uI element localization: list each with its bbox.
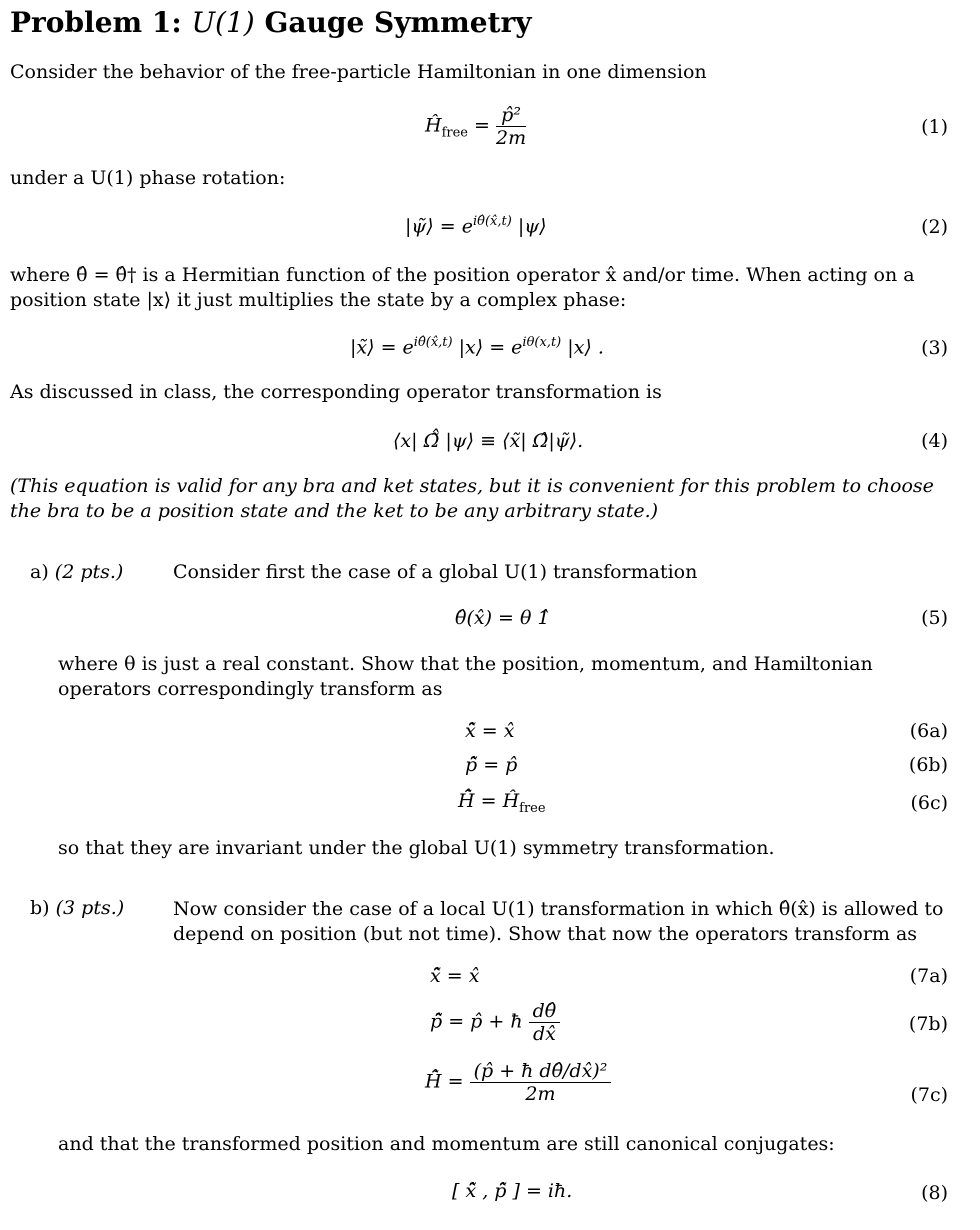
equation-7b-label: (7b): [908, 1013, 948, 1035]
equation-7b: p̃̂ = p̂ + ħ $\frac{d\thetâ}{dx̂}$: [430, 1000, 560, 1045]
equation-5: θ̂(x̂) = θ 1̂: [455, 607, 550, 629]
equation-6c: H̃̂ = $Ĥ_{free}$: [458, 790, 546, 816]
equation-3-label: (3): [921, 337, 948, 359]
equation-4: ⟨x| Ω̃̂ |ψ⟩ ≡ ⟨x̃| Ω̂|ψ̃⟩.: [393, 430, 584, 452]
part-b-text-2: and that the transformed position and momentum are still canonical conjugates:: [58, 1133, 835, 1155]
equation-3: |x̃⟩ = $e^{i\thetâ(x̂,t)}$ |x⟩ = $e^{i\theta(x,t)}$ |x⟩ .: [350, 335, 604, 359]
equation-7c: H̃̂ = $\frac{\text{(p̂ + ħ dθ̂/dx̂)²}}{2m}$: [425, 1060, 611, 1105]
problem-title: Problem 1: U(1) Gauge Symmetry: [10, 6, 532, 39]
equation-8: [ x̃̂ , p̃̂ ] = iħ.: [452, 1180, 573, 1202]
equation-6c-label: (6c): [910, 792, 948, 814]
part-a-text-2: where θ is just a real constant. Show that the position, momentum, and Hamiltonian operators correspondingly transform as: [58, 653, 873, 700]
part-a-text: Consider first the case of a global U(1) transformation: [173, 561, 698, 583]
equation-2: |ψ̃⟩ = $e^{i\thetâ(x̂,t)}$ |ψ⟩: [405, 214, 547, 238]
equation-7a-label: (7a): [909, 965, 948, 987]
equation-6a: x̃̂ = x̂: [465, 720, 515, 742]
equation-6b: p̃̂ = p̂: [465, 754, 518, 776]
paragraph-4: As discussed in class, the corresponding operator transformation is: [10, 381, 662, 403]
note-text: (This equation is valid for any bra and ket states, but it is convenient for this problem to choose the bra to be a position state and the ket to be any arbitrary state.): [10, 475, 934, 522]
paragraph-3: where θ̂ = θ̂† is a Hermitian function of the position operator x̂ and/or time. When acting on a position state |x⟩ it just multiplies the state by a complex phase:: [10, 264, 915, 311]
part-b-text: Now consider the case of a local U(1) transformation in which θ̂(x̂) is allowed to depend on position (but not time). Show that now the operators transform as: [173, 898, 944, 945]
equation-7a: x̃̂ = x̂: [430, 965, 480, 987]
intro-text: Consider the behavior of the free-particle Hamiltonian in one dimension: [10, 61, 707, 83]
part-a-marker: a) (2 pts.): [30, 561, 124, 583]
equation-7c-label: (7c): [910, 1084, 948, 1106]
part-a-text-3: so that they are invariant under the global U(1) symmetry transformation.: [58, 837, 775, 859]
equation-6b-label: (6b): [908, 754, 948, 776]
equation-5-label: (5): [921, 607, 948, 629]
equation-1-label: (1): [921, 116, 948, 138]
part-b-marker: b) (3 pts.): [30, 897, 125, 919]
equation-8-label: (8): [921, 1182, 948, 1204]
equation-6a-label: (6a): [909, 720, 948, 742]
paragraph-2: under a U(1) phase rotation:: [10, 167, 286, 189]
equation-4-label: (4): [921, 430, 948, 452]
equation-1: $Ĥ_{free}$ = $\frac{\text{p̂²}}{2m}$: [425, 104, 527, 149]
equation-2-label: (2): [921, 216, 948, 238]
